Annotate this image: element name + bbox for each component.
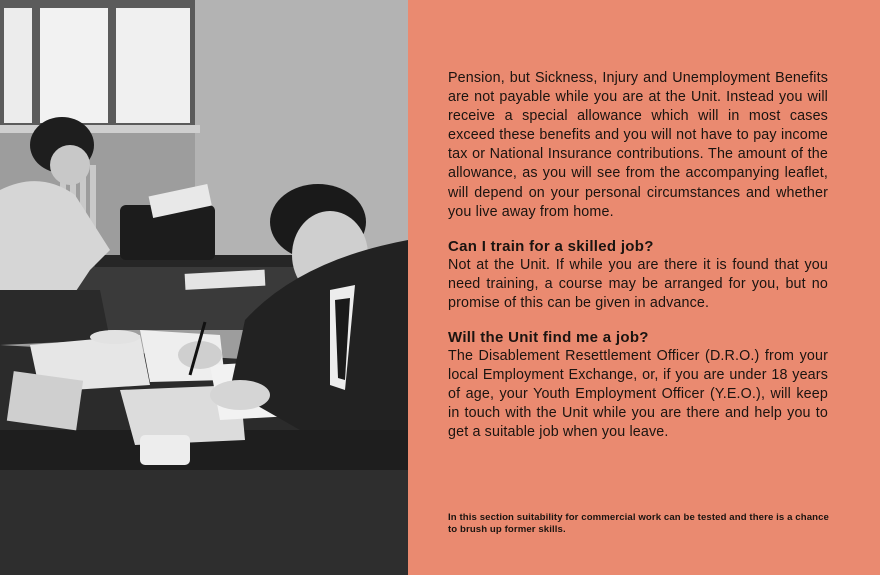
skilled-job-heading: Can I train for a skilled job? bbox=[448, 237, 654, 255]
find-job-paragraph: The Disablement Resettlement Officer (D.R.O.) from your local Employment Exchange, or, if you are under 18 years of age, your Youth Employment Officer (Y.E.O.), will keep in touch with the Unit while you are there and help you to get a suitable job when you leave. bbox=[448, 348, 828, 441]
photo-caption: In this section suitability for commercial work can be tested and there is a chance to brush up former skills. bbox=[448, 512, 829, 535]
allowance-paragraph: Pension, but Sickness, Injury and Unemployment Benefits are not payable while you are at the Unit. Instead you will receive a special allowance which will in most cases exceed these benefits and you will not have to pay income tax or National Insurance contributions. The amount of the allowance, as you will see from the accompanying leaflet, will depend on your personal circumstances and whether you live away from home. bbox=[448, 70, 828, 220]
find-job-heading: Will the Unit find me a job? bbox=[448, 329, 649, 347]
text-panel bbox=[408, 0, 880, 575]
skilled-job-paragraph: Not at the Unit. If while you are there it is found that you need training, a course may be arranged for you, but no promise of this can be given in advance. bbox=[448, 256, 828, 311]
body-text bbox=[448, 69, 828, 443]
office-photo bbox=[0, 0, 408, 575]
